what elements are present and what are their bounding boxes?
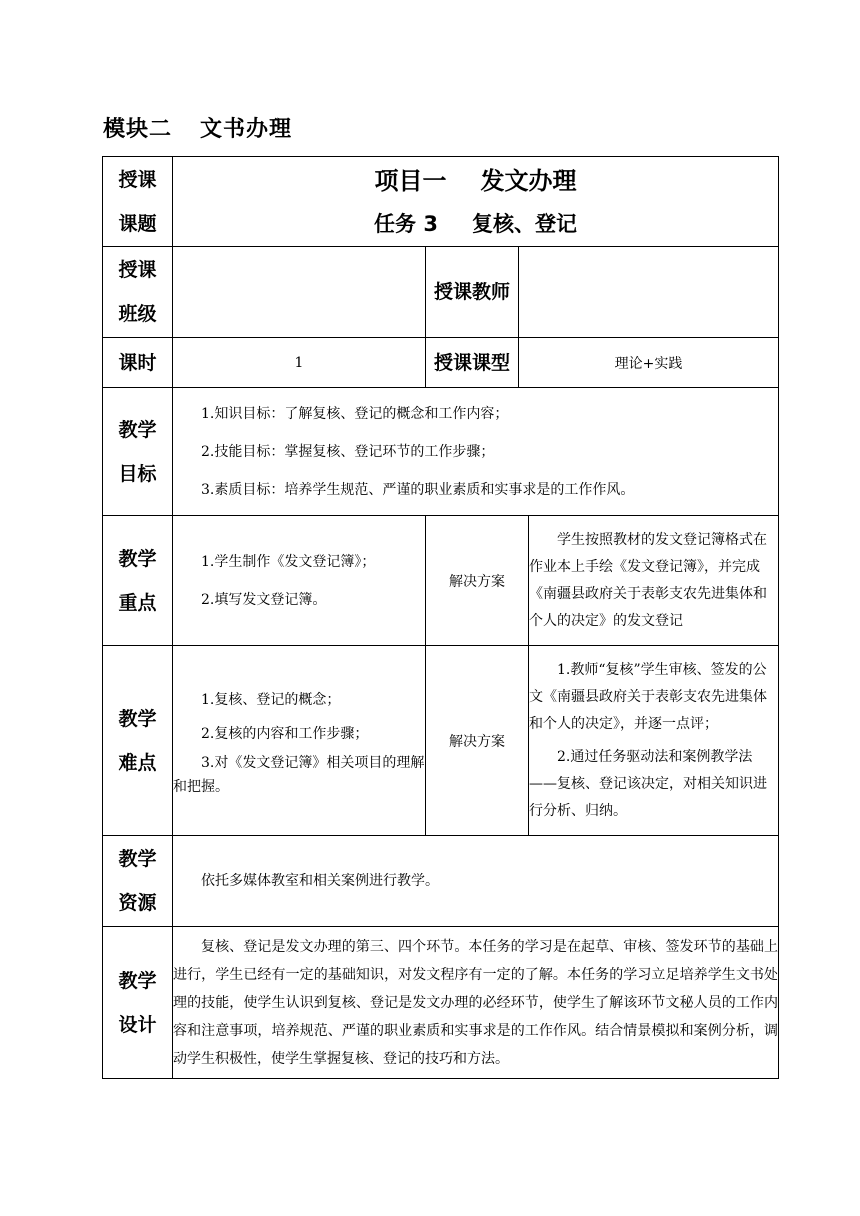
difficulties-label: 教学 难点 xyxy=(103,646,173,836)
key-points-row xyxy=(103,516,779,646)
hours-row xyxy=(103,338,779,388)
key-point-item: 1.学生制作《发文登记簿》； xyxy=(201,553,376,570)
topic-value xyxy=(173,157,779,247)
key-points-label: 教学 重点 xyxy=(103,516,173,646)
key-points-solution-label: 解决方案 xyxy=(426,516,529,646)
topic-label: 授课 课题 xyxy=(103,157,173,247)
difficulty-item: 1.复核、登记的概念； xyxy=(201,691,341,708)
objectives-content xyxy=(173,388,779,516)
difficulty-item: 3.对《发文登记簿》相关项目的理解和把握。 xyxy=(173,754,425,795)
difficulty-item: 2.复核的内容和工作步骤； xyxy=(201,725,369,742)
objective-item: 3.素质目标：培养学生规范、严谨的职业素质和实事求是的工作作风。 xyxy=(201,481,635,498)
difficulties-solution: 1.教师“复核”学生审核、签发的公文《南疆县政府关于表彰支农先进集体和个人的决定》，并逐一点评； 2.通过任务驱动法和案例教学法——复核、登记该决定，对相关知识进行分析、归纳。 xyxy=(529,646,779,836)
hours-value: 1 xyxy=(173,338,426,388)
difficulties-content xyxy=(173,646,426,836)
teacher-value xyxy=(519,247,779,338)
topic-row xyxy=(103,157,779,247)
class-value xyxy=(173,247,426,338)
difficulties-row xyxy=(103,646,779,836)
resources-row xyxy=(103,836,779,927)
lesson-type-label: 授课课型 xyxy=(426,338,519,388)
class-row xyxy=(103,247,779,338)
task-title: 任务 3 复核、登记 xyxy=(374,211,577,236)
class-label: 授课 班级 xyxy=(103,247,173,338)
objective-item: 1.知识目标：了解复核、登记的概念和工作内容； xyxy=(201,405,509,422)
project-title: 项目一 发文办理 xyxy=(374,166,577,195)
key-points-solution: 学生按照教材的发文登记簿格式在作业本上手绘《发文登记簿》，并完成《南疆县政府关于表彰支农先进集体和个人的决定》的发文登记 xyxy=(529,516,779,646)
resources-content: 依托多媒体教室和相关案例进行教学。 xyxy=(173,836,779,927)
difficulties-solution-label: 解决方案 xyxy=(426,646,529,836)
module-name: 文书办理 xyxy=(200,117,293,142)
teacher-label: 授课教师 xyxy=(426,247,519,338)
design-label: 教学 设计 xyxy=(103,927,173,1079)
lesson-type-value: 理论+实践 xyxy=(519,338,779,388)
resources-label: 教学 资源 xyxy=(103,836,173,927)
module-number: 模块二 xyxy=(103,117,173,142)
hours-label: 课时 xyxy=(103,338,173,388)
objectives-row xyxy=(103,388,779,516)
design-content: 复核、登记是发文办理的第三、四个环节。本任务的学习是在起草、审核、签发环节的基础上进行，学生已经有一定的基础知识，对发文程序有一定的了解。本任务的学习立足培养学生文书处理的技能，使学生认识到复核、登记是发文办理的必经环节，使学生了解该环节文秘人员的工作内容和注意事项，培养规范、严谨的职业素质和实事求是的工作作风。结合情景模拟和案例分析，调动学生积极性，使学生掌握复核、登记的技巧和方法。 xyxy=(173,927,779,1079)
module-title xyxy=(103,112,292,143)
key-point-item: 2.填写发文登记簿。 xyxy=(201,591,327,608)
lesson-plan-table xyxy=(102,156,779,1079)
objective-item: 2.技能目标：掌握复核、登记环节的工作步骤； xyxy=(201,443,495,460)
objectives-label: 教学 目标 xyxy=(103,388,173,516)
design-row xyxy=(103,927,779,1079)
key-points-content xyxy=(173,516,426,646)
